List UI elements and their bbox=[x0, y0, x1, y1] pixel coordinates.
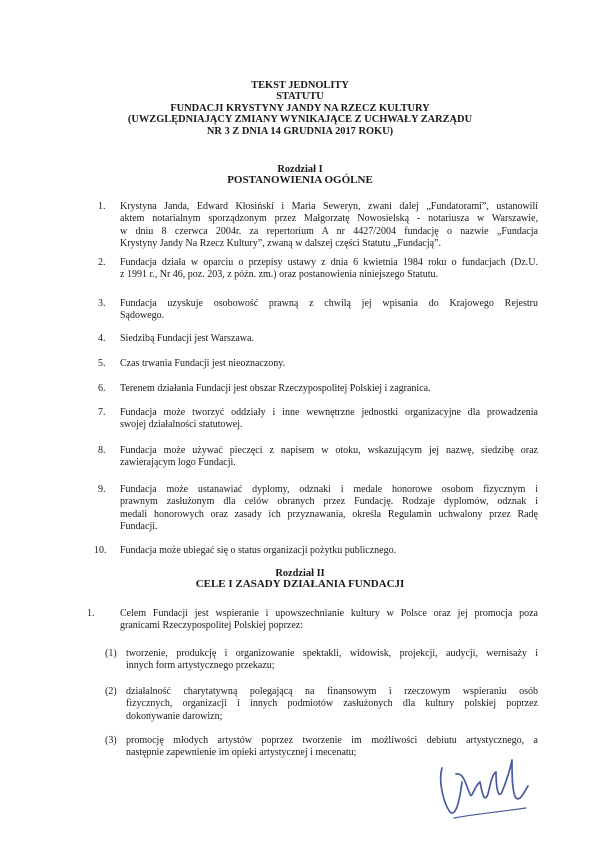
chapter-title: POSTANOWIENIA OGÓLNE bbox=[227, 174, 373, 187]
item-number: (1) bbox=[105, 648, 117, 659]
paragraph-4 bbox=[98, 333, 538, 345]
text-line: Fundacja może używać pieczęci z napisem w otoku, wskazującym jej nazwę, siedzibę oraz bbox=[120, 445, 538, 456]
text-line: następnie zapewnienie im opieki artystycznej i mecenatu; bbox=[126, 747, 357, 759]
text-line: Fundacja może tworzyć oddziały i inne wewnętrzne jednostki organizacyjne dla prowadzenia bbox=[120, 407, 538, 418]
paragraph-6 bbox=[98, 383, 538, 395]
item-text bbox=[120, 608, 538, 633]
paragraph-8 bbox=[98, 445, 538, 470]
text-line: Celem Fundacji jest wspieranie i upowszechnianie kultury w Polsce oraz jej promocja poza bbox=[120, 608, 538, 619]
chapter-title: CELE I ZASADY DZIAŁANIA FUNDACJI bbox=[195, 578, 405, 591]
text-line: innych form artystycznego przekazu; bbox=[126, 660, 275, 672]
chapter-label: Rozdział I bbox=[277, 164, 323, 175]
text-line: Terenem działania Fundacji jest obszar Rzeczypospolitej Polskiej i zagranica. bbox=[120, 383, 431, 394]
text-line: prawnym zasłużonym dla celów obranych przez Fundację. Rodzaje dyplomów, odznak i bbox=[120, 496, 538, 508]
title-line: STATUTU bbox=[276, 91, 324, 103]
title-line: TEKST JEDNOLITY bbox=[251, 80, 349, 91]
text-line: Sądowego. bbox=[120, 310, 165, 322]
paragraph-5 bbox=[98, 358, 538, 370]
title-line: (UWZGLĘDNIAJĄCY ZMIANY WYNIKAJĄCE Z UCHWAŁY ZARZĄDU bbox=[127, 114, 473, 126]
text-line: tworzenie, produkcję i organizowanie spektakli, widowisk, projekcji, audycji, wernisaży i bbox=[126, 648, 538, 659]
item-text bbox=[120, 201, 538, 251]
item-number: 9. bbox=[98, 484, 106, 495]
text-line: Fundacja działa w oparciu o przepisy ustawy z dnia 6 kwietnia 1984 roku o fundacjach (Dz.U. bbox=[120, 257, 538, 268]
item-text bbox=[120, 383, 538, 395]
text-line: Fundacja może ubiegać się o status organizacji pożytku publicznego. bbox=[120, 545, 397, 556]
item-text bbox=[120, 257, 538, 282]
item-text bbox=[120, 484, 538, 534]
title-line: NR 3 Z DNIA 14 GRUDNIA 2017 ROKU) bbox=[206, 125, 394, 137]
text-line: Czas trwania Fundacji jest nieoznaczony. bbox=[120, 358, 286, 369]
item-number: 2. bbox=[98, 257, 106, 268]
text-line: fizycznych, organizacji i innych podmiotów zasłużonych dla kultury polskiej poprzez bbox=[126, 698, 538, 710]
handwritten-signature-icon bbox=[436, 752, 532, 824]
item-number: 8. bbox=[98, 445, 106, 456]
chapter-1-heading bbox=[0, 164, 600, 187]
text-line: Siedzibą Fundacji jest Warszawa. bbox=[120, 333, 254, 344]
item-number: (3) bbox=[105, 735, 117, 746]
paragraph-9 bbox=[98, 484, 538, 534]
item-number: 4. bbox=[98, 333, 106, 344]
item-number: 7. bbox=[98, 407, 106, 418]
item-text bbox=[126, 648, 538, 673]
text-line: działalność charytatywną polegającą na finansowym i rzeczowym wspieraniu osób bbox=[126, 686, 538, 697]
item-text bbox=[120, 358, 538, 370]
item-number: 1. bbox=[98, 201, 106, 212]
text-line: zawierającym logo Fundacji. bbox=[120, 457, 236, 469]
paragraph-1 bbox=[98, 201, 538, 251]
paragraph-1 bbox=[87, 608, 538, 633]
item-text bbox=[120, 333, 538, 345]
paragraph-7 bbox=[98, 407, 538, 432]
item-number: 3. bbox=[98, 298, 106, 309]
document-title bbox=[0, 80, 600, 137]
text-line: Fundacja może ustanawiać dyplomy, odznaki i medale honorowe osobom fizycznym i bbox=[120, 484, 538, 495]
item-number: 1. bbox=[87, 608, 95, 619]
chapter-2-heading bbox=[0, 568, 600, 591]
item-number: 10. bbox=[94, 545, 107, 556]
text-line: Krystyna Janda, Edward Kłosiński i Maria Seweryn, zwani dalej „Fundatorami”, ustanowili bbox=[120, 201, 538, 212]
text-line: promocję młodych artystów poprzez tworzenie im możliwości debiutu artystycznego, a bbox=[126, 735, 538, 746]
item-text bbox=[126, 686, 538, 723]
paragraph-10 bbox=[94, 545, 538, 557]
text-line: Krystyny Jandy Na Rzecz Kultury”, zwaną w dalszej części Statutu „Fundacją”. bbox=[120, 238, 441, 250]
text-line: swojej działalności statutowej. bbox=[120, 419, 243, 431]
text-line: Fundacja uzyskuje osobowość prawną z chwilą jej wpisania do Krajowego Rejestru bbox=[120, 298, 538, 309]
text-line: medali honorowych oraz zasady ich przyznawania, określa Regulamin uchwalony przez Radę bbox=[120, 508, 538, 520]
subitem-1 bbox=[105, 648, 538, 673]
text-line: aktem notarialnym sporządzonym przez Małgorzatę Nowosielską - notariusza w Warszawie, bbox=[120, 213, 538, 225]
chapter-label: Rozdział II bbox=[275, 568, 325, 579]
item-number: (2) bbox=[105, 686, 117, 697]
title-line: FUNDACJI KRYSTYNY JANDY NA RZECZ KULTURY bbox=[170, 102, 430, 114]
item-text bbox=[120, 298, 538, 323]
item-text bbox=[120, 407, 538, 432]
item-number: 5. bbox=[98, 358, 106, 369]
subitem-2 bbox=[105, 686, 538, 723]
text-line: Fundacji. bbox=[120, 521, 158, 533]
text-line: z 1991 r., Nr 46, poz. 203, z późn. zm.) oraz postanowienia niniejszego Statutu. bbox=[120, 269, 438, 281]
text-line: dokonywanie darowizn; bbox=[126, 710, 223, 722]
paragraph-3 bbox=[98, 298, 538, 323]
text-line: w dniu 8 czerwca 2004r. za repertorium A nr 4427/2004 fundację o nazwie „Fundacja bbox=[120, 225, 538, 237]
item-text bbox=[120, 545, 538, 557]
paragraph-2 bbox=[98, 257, 538, 282]
item-text bbox=[120, 445, 538, 470]
text-line: granicami Rzeczypospolitej Polskiej poprzez: bbox=[120, 620, 303, 632]
item-number: 6. bbox=[98, 383, 106, 394]
